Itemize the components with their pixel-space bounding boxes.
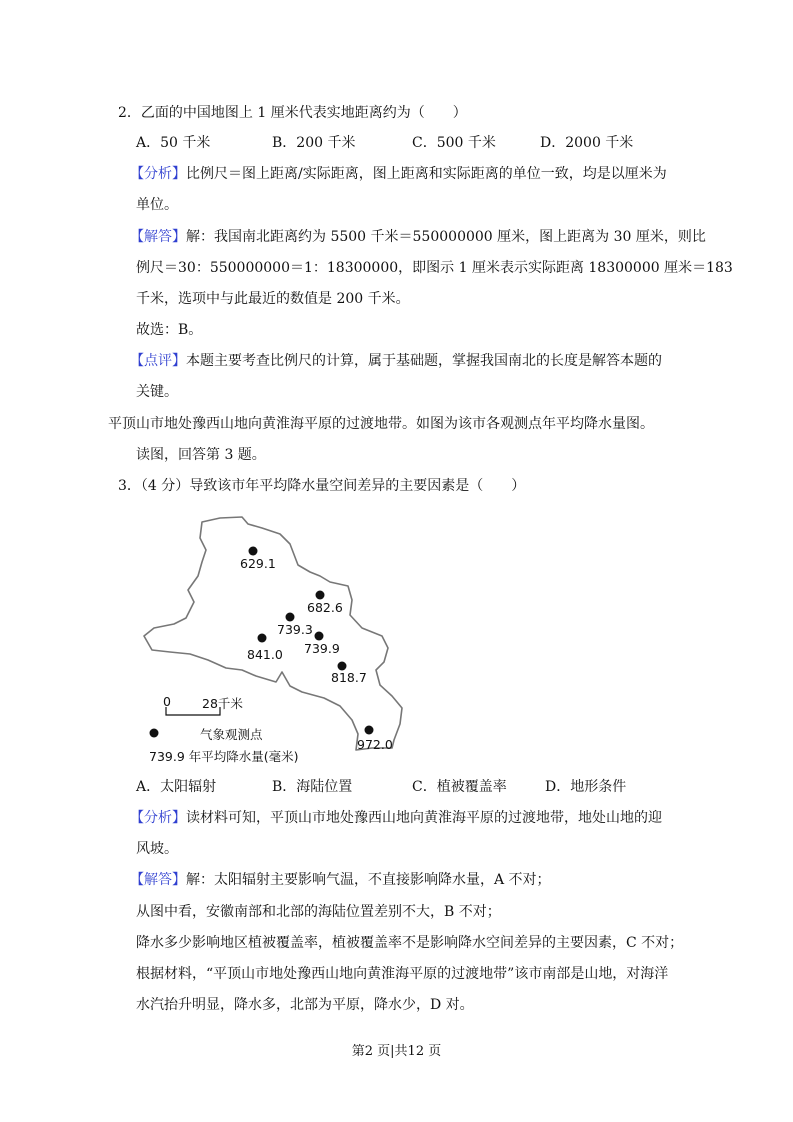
q2-answer: 【解答】解：我国南北距离约为 5500 千米＝550000000 厘米，图上距离为 30 厘米，则比 — [130, 229, 706, 245]
legend-dot — [150, 729, 159, 738]
page-footer: 第2 页|共12 页 — [351, 1044, 442, 1059]
answer-tag: 【解答】 — [130, 229, 186, 245]
station-dot — [249, 547, 258, 556]
map-outline — [130, 510, 420, 770]
scale-zero: 0 — [163, 694, 171, 709]
q3-answer-line: 水汽抬升明显，降水多，北部为平原，降水少，D 对。 — [136, 997, 474, 1013]
analysis-tag: 【分析】 — [130, 166, 186, 182]
analysis-tag: 【分析】 — [130, 810, 186, 826]
comment-tag: 【点评】 — [130, 353, 186, 369]
station-dot — [315, 632, 324, 641]
q3-answer-line: 根据材料，“平顶山市地处豫西山地向黄淮海平原的过渡地带”该市南部是山地，对海洋 — [136, 966, 669, 982]
intro-line: 读图，回答第 3 题。 — [136, 447, 266, 463]
q2-answer-line: 故选：B。 — [136, 322, 203, 338]
q3-answer-line: 降水多少影响地区植被覆盖率，植被覆盖率不是影响降水空间差异的主要因素，C 不对； — [136, 935, 684, 951]
station-label: 972.0 — [357, 737, 393, 752]
answer-tag: 【解答】 — [130, 872, 186, 888]
q2-option-a: A．50 千米 — [136, 135, 211, 151]
q2-comment-line: 关键。 — [136, 384, 178, 400]
q2-option-d: D．2000 千米 — [540, 135, 634, 151]
legend-station: 气象观测点 — [200, 727, 263, 742]
q2-option-b: B．200 千米 — [272, 135, 356, 151]
q2-answer-line: 千米，选项中与此最近的数值是 200 千米。 — [136, 291, 410, 307]
scale-label: 28千米 — [202, 696, 243, 711]
q3-analysis: 【分析】读材料可知，平顶山市地处豫西山地向黄淮海平原的过渡地带，地处山地的迎 — [130, 810, 662, 826]
q3-option-d: D．地形条件 — [545, 779, 627, 795]
station-dot — [286, 613, 295, 622]
q3-answer-line: 从图中看，安徽南部和北部的海陆位置差别不大，B 不对； — [136, 904, 501, 920]
q2-stem: 2．乙面的中国地图上 1 厘米代表实地距离约为（ ） — [118, 105, 467, 121]
station-dot — [316, 591, 325, 600]
legend-value: 739.9 年平均降水量(毫米) — [149, 749, 299, 764]
q2-option-c: C．500 千米 — [412, 135, 496, 151]
station-label: 841.0 — [247, 647, 283, 662]
station-label: 682.6 — [307, 600, 343, 615]
station-label: 629.1 — [240, 556, 276, 571]
precipitation-map — [130, 510, 420, 770]
q2-answer-line: 例尺＝30：550000000＝1：18300000，即图示 1 厘米表示实际距离 18300000 厘米＝183 — [136, 260, 733, 276]
q2-comment: 【点评】本题主要考查比例尺的计算，属于基础题，掌握我国南北的长度是解答本题的 — [130, 353, 662, 369]
q2-analysis: 【分析】比例尺＝图上距离/实际距离，图上距离和实际距离的单位一致，均是以厘米为 — [130, 166, 667, 182]
q3-option-a: A．太阳辐射 — [136, 779, 217, 795]
q3-option-c: C．植被覆盖率 — [412, 779, 507, 795]
station-dot — [365, 726, 374, 735]
station-label: 739.3 — [277, 622, 313, 637]
q3-option-b: B．海陆位置 — [272, 779, 353, 795]
station-label: 739.9 — [304, 641, 340, 656]
intro-line: 平顶山市地处豫西山地向黄淮海平原的过渡地带。如图为该市各观测点年平均降水量图。 — [108, 416, 654, 432]
station-label: 818.7 — [331, 670, 367, 685]
q3-stem: 3．（4 分）导致该市年平均降水量空间差异的主要因素是（ ） — [118, 478, 526, 494]
q3-answer: 【解答】解：太阳辐射主要影响气温，不直接影响降水量，A 不对； — [130, 872, 551, 888]
station-dot — [258, 634, 267, 643]
q2-analysis-line: 单位。 — [136, 197, 178, 213]
q3-analysis-line: 风坡。 — [136, 841, 178, 857]
